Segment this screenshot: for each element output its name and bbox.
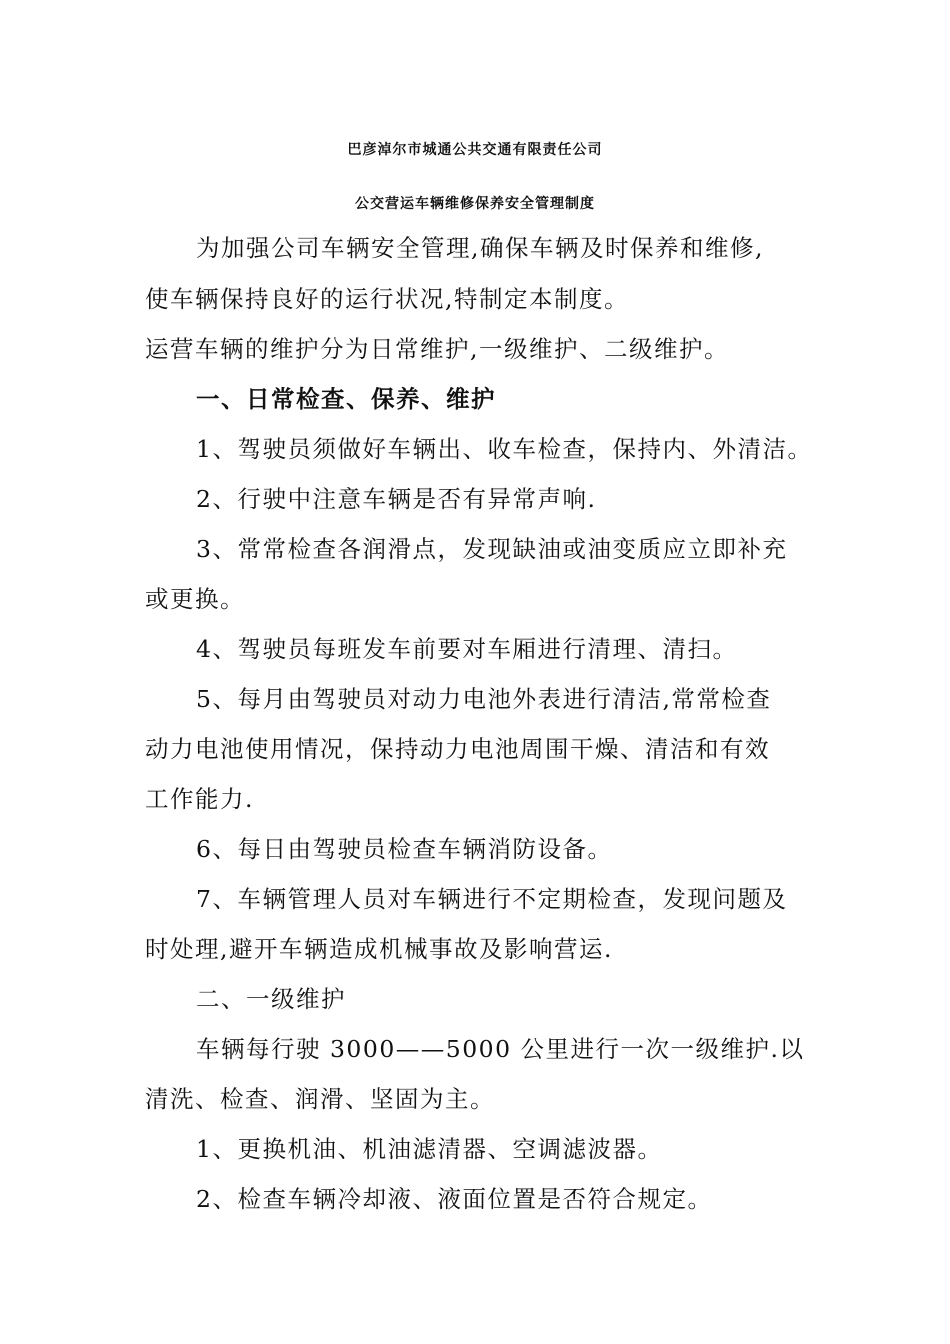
- level1-description-line: 清洗、检查、润滑、坚固为主。: [145, 1085, 495, 1113]
- list-item: 2、检查车辆冷却液、液面位置是否符合规定。: [196, 1185, 713, 1213]
- maintenance-types-line: 运营车辆的维护分为日常维护,一级维护、二级维护。: [145, 335, 729, 363]
- section-heading-daily: 一、日常检查、保养、维护: [196, 385, 496, 413]
- intro-paragraph-line: 为加强公司车辆安全管理,确保车辆及时保养和维修,: [196, 234, 764, 262]
- list-item-continuation: 或更换。: [145, 585, 245, 613]
- list-item: 3、常常检查各润滑点，发现缺油或油变质应立即补充: [196, 535, 788, 563]
- list-item-continuation: 时处理,避开车辆造成机械事故及影响营运.: [145, 935, 613, 963]
- document-title-line2: 公交营运车辆维修保养安全管理制度: [355, 196, 595, 212]
- list-item: 6、每日由驾驶员检查车辆消防设备。: [196, 835, 613, 863]
- list-item: 1、更换机油、机油滤清器、空调滤波器。: [196, 1135, 663, 1163]
- list-item-continuation: 动力电池使用情况，保持动力电池周围干燥、清洁和有效: [145, 735, 770, 763]
- list-item: 4、驾驶员每班发车前要对车厢进行清理、清扫。: [196, 635, 738, 663]
- list-item-continuation: 工作能力.: [145, 785, 254, 813]
- document-title-line1: 巴彦淖尔市城通公共交通有限责任公司: [347, 142, 603, 158]
- list-item: 7、车辆管理人员对车辆进行不定期检查，发现问题及: [196, 885, 788, 913]
- level1-description-line: 车辆每行驶 3000——5000 公里进行一次一级维护.以: [196, 1035, 805, 1063]
- section-heading-level1: 二、一级维护: [196, 985, 346, 1013]
- list-item: 5、每月由驾驶员对动力电池外表进行清洁,常常检查: [196, 685, 772, 713]
- list-item: 2、行驶中注意车辆是否有异常声响.: [196, 485, 597, 513]
- list-item: 1、驾驶员须做好车辆出、收车检查，保持内、外清洁。: [196, 435, 813, 463]
- intro-paragraph-line: 使车辆保持良好的运行状况,特制定本制度。: [145, 285, 629, 313]
